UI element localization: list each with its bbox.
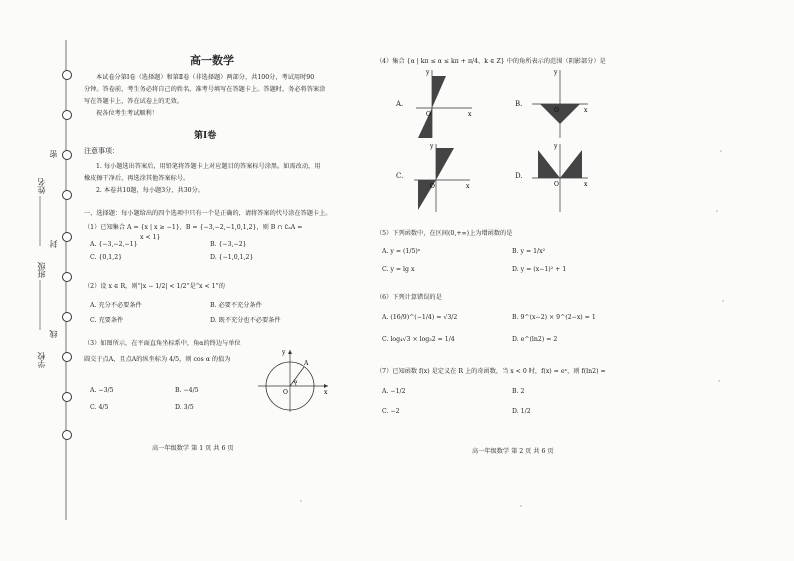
q4d-origin: O <box>554 181 559 188</box>
q6-option-d: D. e^(ln2) = 2 <box>512 336 558 343</box>
q4-option-c: C. <box>396 172 404 180</box>
page-title: 高一数学 <box>190 54 234 67</box>
q2-option-b: B. 必要不充分条件 <box>210 302 262 309</box>
binding-hole-7 <box>62 312 72 322</box>
q4-figure-a <box>412 66 476 142</box>
name-label: 姓名 <box>37 178 46 194</box>
q1-option-a: A. {−3,−2,−1} <box>90 241 138 248</box>
q4-figure-b <box>528 66 592 142</box>
q3-option-a: A. −3/5 <box>90 387 114 394</box>
q3-option-d: D. 3/5 <box>175 404 194 411</box>
binding-hole-3 <box>62 150 72 160</box>
note-line-2: 橡皮擦干净后，再选涂其他答案标号。 <box>84 175 190 182</box>
q4c-origin: O <box>430 183 435 190</box>
q2-option-d: D. 既不充分也不必要条件 <box>210 317 281 324</box>
seal-char-2: 封 <box>49 240 58 248</box>
binding-hole-8 <box>62 352 72 362</box>
q6-option-a: A. (16/9)^(−1/4) = √3/2 <box>382 314 458 321</box>
q4a-origin: O <box>426 111 431 118</box>
binding-hole-10 <box>62 430 72 440</box>
q5-option-b: B. y = 1/x² <box>512 248 546 255</box>
q3-stem-1: （3）如图所示，在平面直角坐标系中，角α的终边与单位 <box>84 340 241 347</box>
q4-figure-c <box>410 140 474 216</box>
q1-option-b: B. {−3,−2} <box>210 241 247 248</box>
q4b-origin: O <box>554 107 559 114</box>
right-footer: 高一年级数学 第 2 页 共 6 页 <box>472 448 554 455</box>
q4-stem: （4）集合 {α | kπ ≤ α ≤ kπ + π/4，k ∈ Z} 中的角所表示的范围（阴影部分）是 <box>376 58 606 65</box>
alpha-label: α <box>294 379 298 385</box>
section-heading: 第Ⅰ卷 <box>194 131 217 141</box>
name-underline <box>36 196 48 246</box>
binding-hole-4 <box>62 190 72 200</box>
intro-line-3: 写在答题卡上，答在试卷上的无效。 <box>84 98 183 105</box>
q4-figure-d <box>528 140 592 216</box>
q4d-y: y <box>554 143 558 150</box>
scan-speck <box>718 380 720 382</box>
q1-stem: （1）已知集合 A = {x | x ≥ −1}，B = {−3,−2,−1,0,1,2}，则 B ∩ ∁ₐA = <box>84 224 303 231</box>
q3-option-b: B. −4/5 <box>175 387 199 394</box>
q6-option-b: B. 9^(x−2) × 9^(2−x) = 1 <box>512 314 596 321</box>
left-footer: 高一年级数学 第 1 页 共 6 页 <box>152 445 234 452</box>
q6-option-c: C. log₄√3 × log₃2 = 1/4 <box>382 336 455 343</box>
school-label: 学校 <box>37 352 46 368</box>
binding-hole-2 <box>62 110 72 120</box>
seal-char-1: 密 <box>49 150 58 158</box>
intro-line-4: 祝各位考生考试顺利！ <box>96 110 158 117</box>
q1-stem-extra: x < 1} <box>140 234 161 241</box>
q4b-x: x <box>584 107 588 114</box>
scan-speck <box>716 210 718 212</box>
unit-circle-figure <box>252 346 332 416</box>
q5-option-d: D. y = (x−1)² + 1 <box>512 266 567 273</box>
q4-option-a: A. <box>396 100 404 108</box>
class-label: 班级 <box>37 262 46 278</box>
q4d-x: x <box>584 181 588 188</box>
q2-stem: （2）设 x ∈ R，则“|x − 1/2| < 1/2”是“x < 1”的 <box>84 283 225 290</box>
scan-speck <box>300 500 302 502</box>
q5-stem: （5）下列函数中，在区间(0,+∞)上为增函数的是 <box>376 230 513 237</box>
binding-hole-9 <box>62 392 72 402</box>
q4c-y: y <box>430 143 434 150</box>
q2-option-a: A. 充分不必要条件 <box>90 302 142 309</box>
q4a-x: x <box>468 111 472 118</box>
q4c-x: x <box>466 183 470 190</box>
x-axis-label: x <box>324 389 328 396</box>
q1-option-d: D. {−1,0,1,2} <box>210 254 254 261</box>
scan-speck <box>720 150 722 152</box>
q6-stem: （6）下列计算错误的是 <box>376 294 442 301</box>
q7-stem: （7）已知函数 f(x) 是定义在 R 上的奇函数，当 x < 0 时，f(x) = eˣ，则 f(ln2) = <box>376 368 606 375</box>
q5-option-c: C. y = lg x <box>382 266 415 273</box>
q3-stem-2: 圆交于点A，且点A的纵坐标为 4/5，则 cos α 的值为 <box>84 356 231 363</box>
mc-heading: 一、选择题：每小题给出的四个选项中只有一个是正确的，请将答案的代号涂在答题卡上。 <box>84 210 332 217</box>
q3-option-c: C. 4/5 <box>90 404 109 411</box>
q7-option-d: D. 1/2 <box>512 408 531 415</box>
q7-option-c: C. −2 <box>382 408 400 415</box>
q4-option-b: B. <box>515 100 523 108</box>
note-line-3: 2. 本卷共10题，每小题3分，共30分。 <box>96 187 204 194</box>
q2-option-c: C. 充要条件 <box>90 317 124 324</box>
binding-hole-6 <box>62 272 72 282</box>
point-a-label: A <box>304 360 309 367</box>
binding-hole-5 <box>62 232 72 242</box>
class-underline <box>36 280 48 330</box>
scan-speck <box>520 505 522 507</box>
scan-speck <box>722 300 724 302</box>
q4b-y: y <box>554 69 558 76</box>
q7-option-a: A. −1/2 <box>382 388 406 395</box>
q4a-y: y <box>426 69 430 76</box>
notes-heading: 注意事项： <box>84 147 119 155</box>
intro-line-1: 本试卷分第Ⅰ卷（选择题）和第Ⅱ卷（非选择题）两部分，共100分，考试用时90 <box>96 74 315 81</box>
seal-char-3: 线 <box>49 330 58 338</box>
q7-option-b: B. 2 <box>512 388 525 395</box>
binding-hole-1 <box>62 70 72 80</box>
q5-option-a: A. y = (1/5)ˣ <box>382 248 421 255</box>
origin-label: O <box>283 389 288 396</box>
q1-option-c: C. {0,1,2} <box>90 254 123 261</box>
intro-line-2: 分钟。答卷前，考生务必将自己的姓名、准考号填写在答题卡上。答题时，务必将答案涂 <box>84 86 326 93</box>
note-line-1: 1. 每小题选出答案后，用铅笔将答题卡上对应题目的答案标号涂黑。如需改动，用 <box>96 163 321 170</box>
y-axis-label: y <box>282 349 286 356</box>
q4-option-d: D. <box>515 172 523 180</box>
